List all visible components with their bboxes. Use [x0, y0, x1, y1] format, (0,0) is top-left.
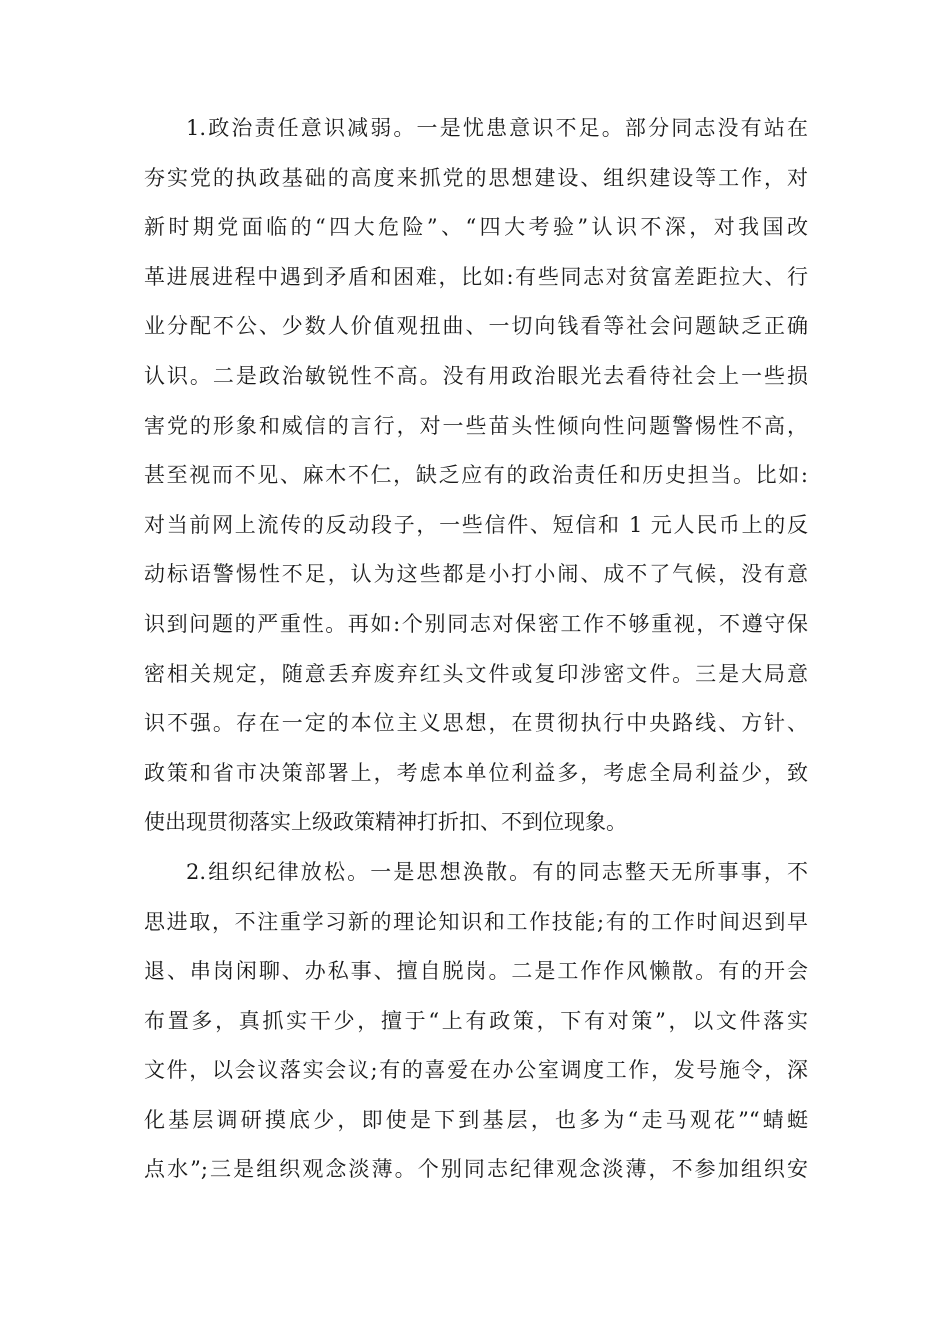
- paragraph-1-line: 革进展进程中遇到矛盾和困难，比如:有些同志对贫富差距拉大、行: [144, 264, 808, 289]
- paragraph-1-line: 夯实党的执政基础的高度来抓党的思想建设、组织建设等工作，对: [144, 165, 808, 190]
- paragraph-2-line: 点水”;三是组织观念淡薄。个别同志纪律观念淡薄，不参加组织安: [144, 1157, 808, 1182]
- document-body: [144, 104, 808, 1195]
- paragraph-1-line: 政策和省市决策部署上，考虑本单位利益多，考虑全局利益少，致: [144, 760, 808, 785]
- paragraph-2-line: 化基层调研摸底少，即使是下到基层，也多为“走马观花”“蜻蜓: [144, 1107, 808, 1132]
- paragraph-1-line: 认识。二是政治敏锐性不高。没有用政治眼光去看待社会上一些损: [144, 363, 808, 388]
- paragraph-2-line: 思进取，不注重学习新的理论知识和工作技能;有的工作时间迟到早: [144, 909, 808, 934]
- paragraph-1-line: 对当前网上流传的反动段子，一些信件、短信和 1 元人民币上的反: [144, 512, 808, 537]
- paragraph-1-line: 1.政治责任意识减弱。一是忧患意识不足。部分同志没有站在: [186, 116, 808, 140]
- paragraph-1-line: 密相关规定，随意丢弃废弃红头文件或复印涉密文件。三是大局意: [144, 661, 808, 686]
- paragraph-1-line: 业分配不公、少数人价值观扭曲、一切向钱看等社会问题缺乏正确: [144, 314, 808, 339]
- paragraph-1-line: 甚至视而不见、麻木不仁，缺乏应有的政治责任和历史担当。比如:: [144, 463, 808, 488]
- paragraph-1-line: 使出现贯彻落实上级政策精神打折扣、不到位现象。: [144, 810, 627, 835]
- paragraph-2-line: 文件，以会议落实会议;有的喜爱在办公室调度工作，发号施令，深: [144, 1058, 808, 1083]
- paragraph-1-line: 动标语警惕性不足，认为这些都是小打小闹、成不了气候，没有意: [144, 562, 808, 587]
- paragraph-1-line: 新时期党面临的“四大危险”、“四大考验”认识不深，对我国改: [144, 215, 808, 240]
- paragraph-1-line: 害党的形象和威信的言行，对一些苗头性倾向性问题警惕性不高，: [144, 413, 808, 438]
- paragraph-1-line: 识到问题的严重性。再如:个别同志对保密工作不够重视，不遵守保: [144, 611, 808, 636]
- paragraph-1-line: 识不强。存在一定的本位主义思想，在贯彻执行中央路线、方针、: [144, 711, 808, 736]
- paragraph-2-line: 退、串岗闲聊、办私事、擅自脱岗。二是工作作风懒散。有的开会: [144, 959, 808, 984]
- paragraph-2-line: 布置多，真抓实干少，擅于“上有政策，下有对策”，以文件落实: [144, 1008, 808, 1033]
- paragraph-2-line: 2.组织纪律放松。一是思想涣散。有的同志整天无所事事，不: [186, 859, 808, 884]
